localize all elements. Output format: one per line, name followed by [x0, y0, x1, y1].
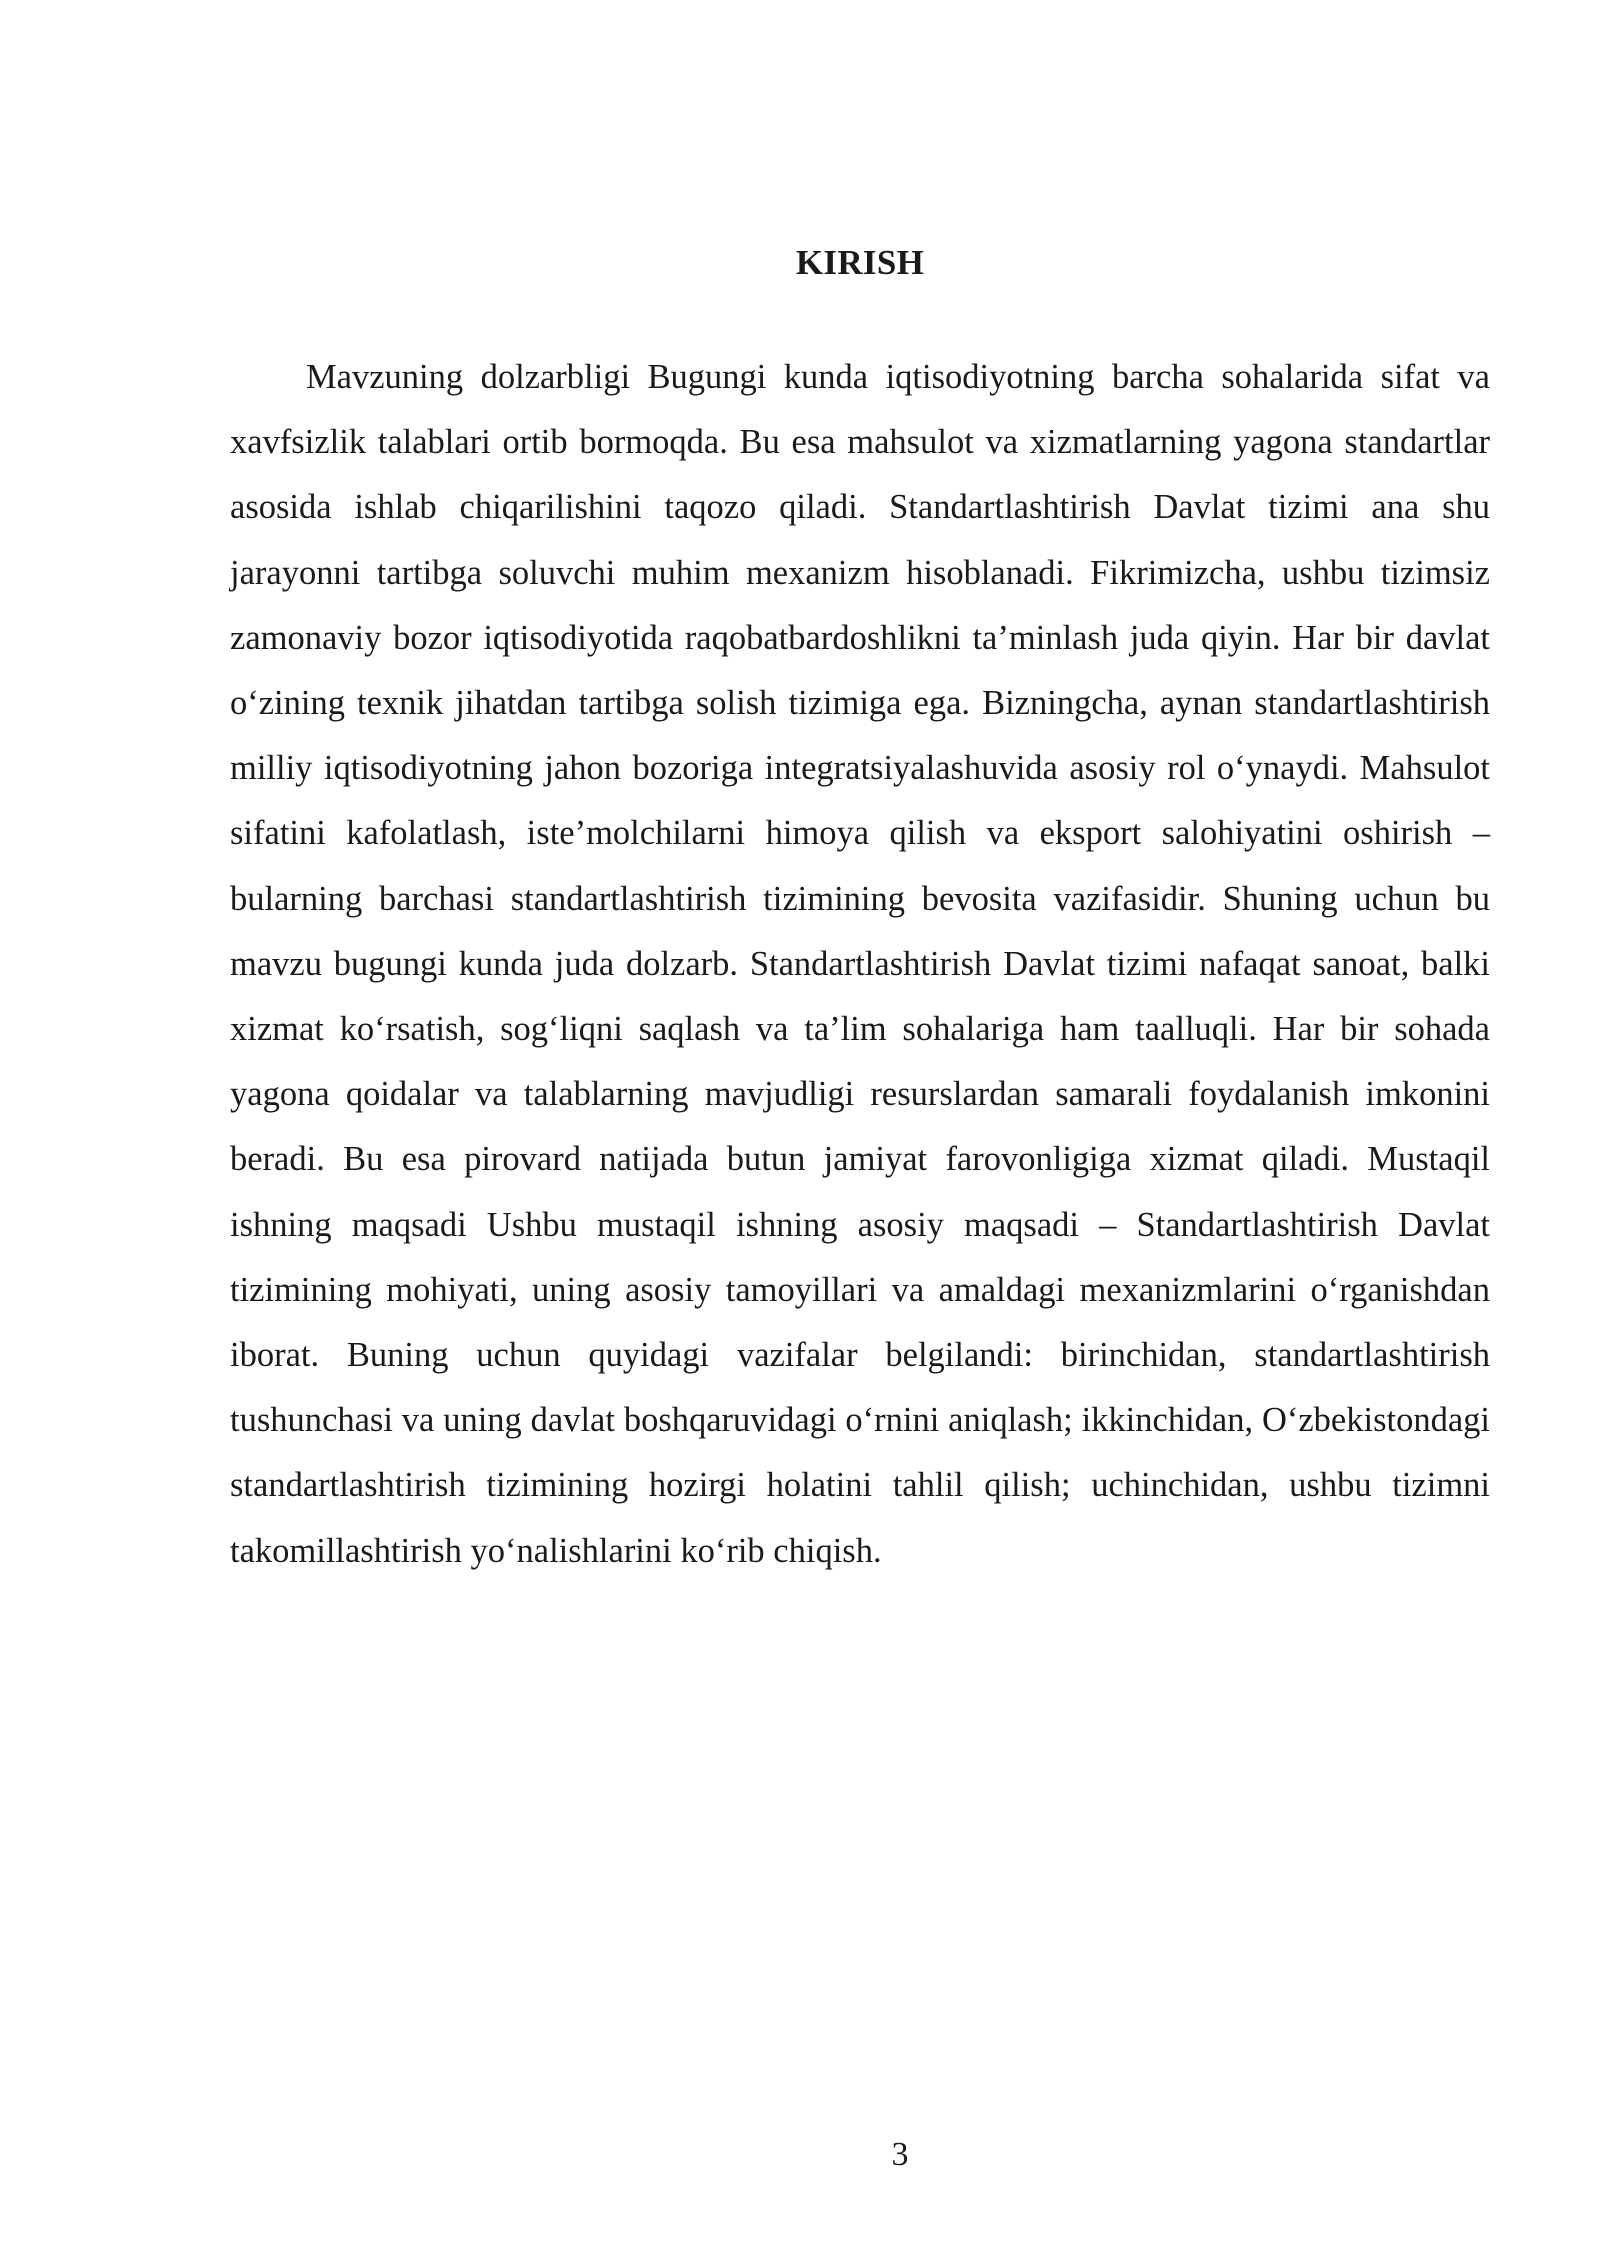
page-number: 3 [891, 2136, 909, 2173]
body-paragraph: Mavzuning dolzarbligi Bugungi kunda iqtisodiyotning barcha sohalarida sifat va xavfsizlik talablari ortib bormoqda. Bu esa mahsulot va xizmatlarning yagona standartlar asosida ishlab chiqarilishini taqozo qiladi. Standartlashtirish Davlat tizimi ana shu jarayonni tartibga soluvchi muhim mexanizm hisoblanadi. Fikrimizcha, ushbu tizimsiz zamonaviy bozor iqtisodiyotida raqobatbardoshlikni ta’minlash juda qiyin. Har bir davlat o‘zining texnik jihatdan tartibga solish tizimiga ega. Bizningcha, aynan standartlashtirish milliy iqtisodiyotning jahon bozoriga integratsiyalashuvida asosiy rol o‘ynaydi. Mahsulot sifatini kafolatlash, iste’molchilarni himoya qilish va eksport salohiyatini oshirish – bularning barchasi standartlashtirish tizimining bevosita vazifasidir. Shuning uchun bu mavzu bugungi kunda juda dolzarb. Standartlashtirish Davlat tizimi nafaqat sanoat, balki xizmat ko‘rsatish, sog‘liqni saqlash va ta’lim sohalariga ham taalluqli. Har bir sohada yagona qoidalar va talablarning mavjudligi resurslardan samarali foydalanish imkonini beradi. Bu esa pirovard natijada butun jamiyat farovonligiga xizmat qiladi. Mustaqil ishning maqsadi Ushbu mustaqil ishning asosiy maqsadi – Standartlashtirish Davlat tizimining mohiyati, uning asosiy tamoyillari va amaldagi mexanizmlarini o‘rganishdan iborat. Buning uchun quyidagi vazifalar belgilandi: birinchidan, standartlashtirish tushunchasi va uning davlat boshqaruvidagi o‘rnini aniqlash; ikkinchidan, O‘zbekistondagi standartlashtirish tizimining hozirgi holatini tahlil qilish; uchinchidan, ushbu tizimni takomillashtirish yo‘nalishlarini ko‘rib chiqish. [230, 358, 1490, 1570]
section-heading: KIRISH [795, 243, 925, 283]
